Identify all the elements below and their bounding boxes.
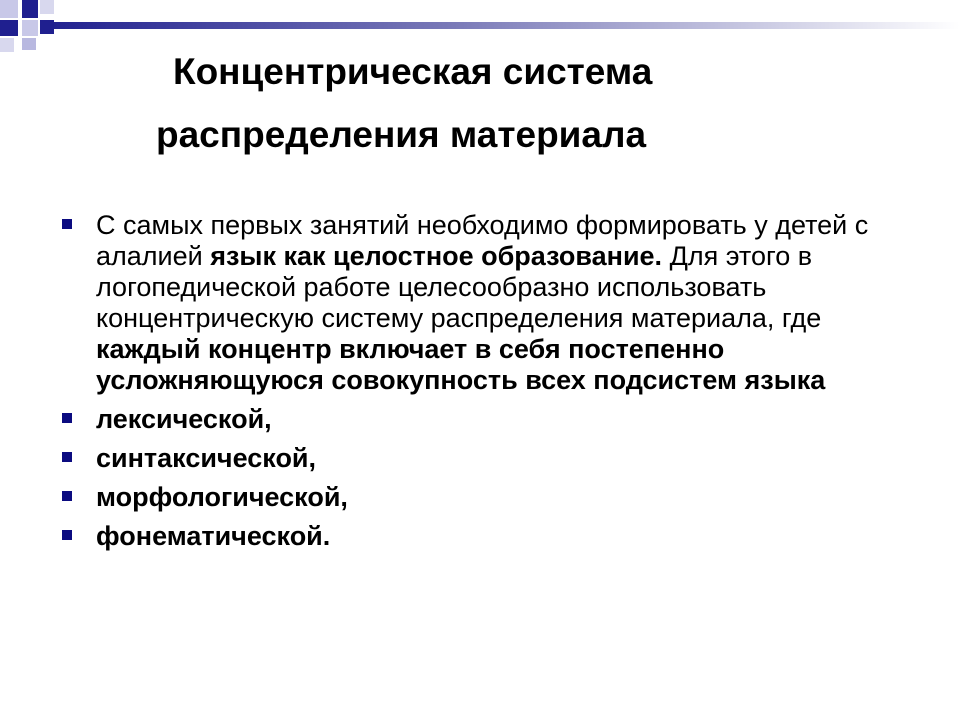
slide-title (110, 40, 870, 166)
square-bullet-icon (62, 491, 72, 501)
deco-square-1 (0, 0, 18, 18)
slide-content (58, 210, 898, 552)
deco-square-3 (40, 0, 54, 14)
list-item-syntactic (58, 441, 898, 474)
list-item-label: синтаксической, (96, 443, 317, 473)
deco-square-8 (22, 38, 36, 50)
paragraph-text-3: Для этого в логопедической работе целесообразно использовать концентрическую систему распределения материала, где (96, 241, 822, 333)
list-item-lexical (58, 402, 898, 435)
list-item-morphological (58, 480, 898, 513)
paragraph-text-4: каждый концентр включает в себя постепенно усложняющуюся совокупность всех подсистем языка (96, 334, 826, 395)
paragraph-text-1: С самых первых занятий необходимо формировать у детей с алалией (96, 210, 869, 271)
main-bullet-paragraph (58, 210, 898, 396)
title-line-1: Концентрическая система (173, 51, 653, 92)
square-bullet-icon (62, 219, 72, 229)
square-bullet-icon (62, 452, 72, 462)
deco-square-7 (0, 38, 14, 52)
deco-square-2 (22, 0, 38, 18)
deco-square-5 (22, 20, 38, 36)
list-item-label: фонематической. (96, 521, 331, 551)
square-bullet-icon (62, 413, 72, 423)
header-gradient-bar (40, 22, 960, 29)
title-line-2: распределения материала (156, 114, 647, 155)
list-item-label: лексической, (96, 404, 272, 434)
deco-square-6 (40, 20, 54, 34)
square-bullet-icon (62, 530, 72, 540)
paragraph-text-2: язык как целостное образование. (210, 241, 663, 271)
list-item-label: морфологической, (96, 482, 348, 512)
deco-square-4 (0, 20, 18, 36)
list-item-phonematic (58, 519, 898, 552)
